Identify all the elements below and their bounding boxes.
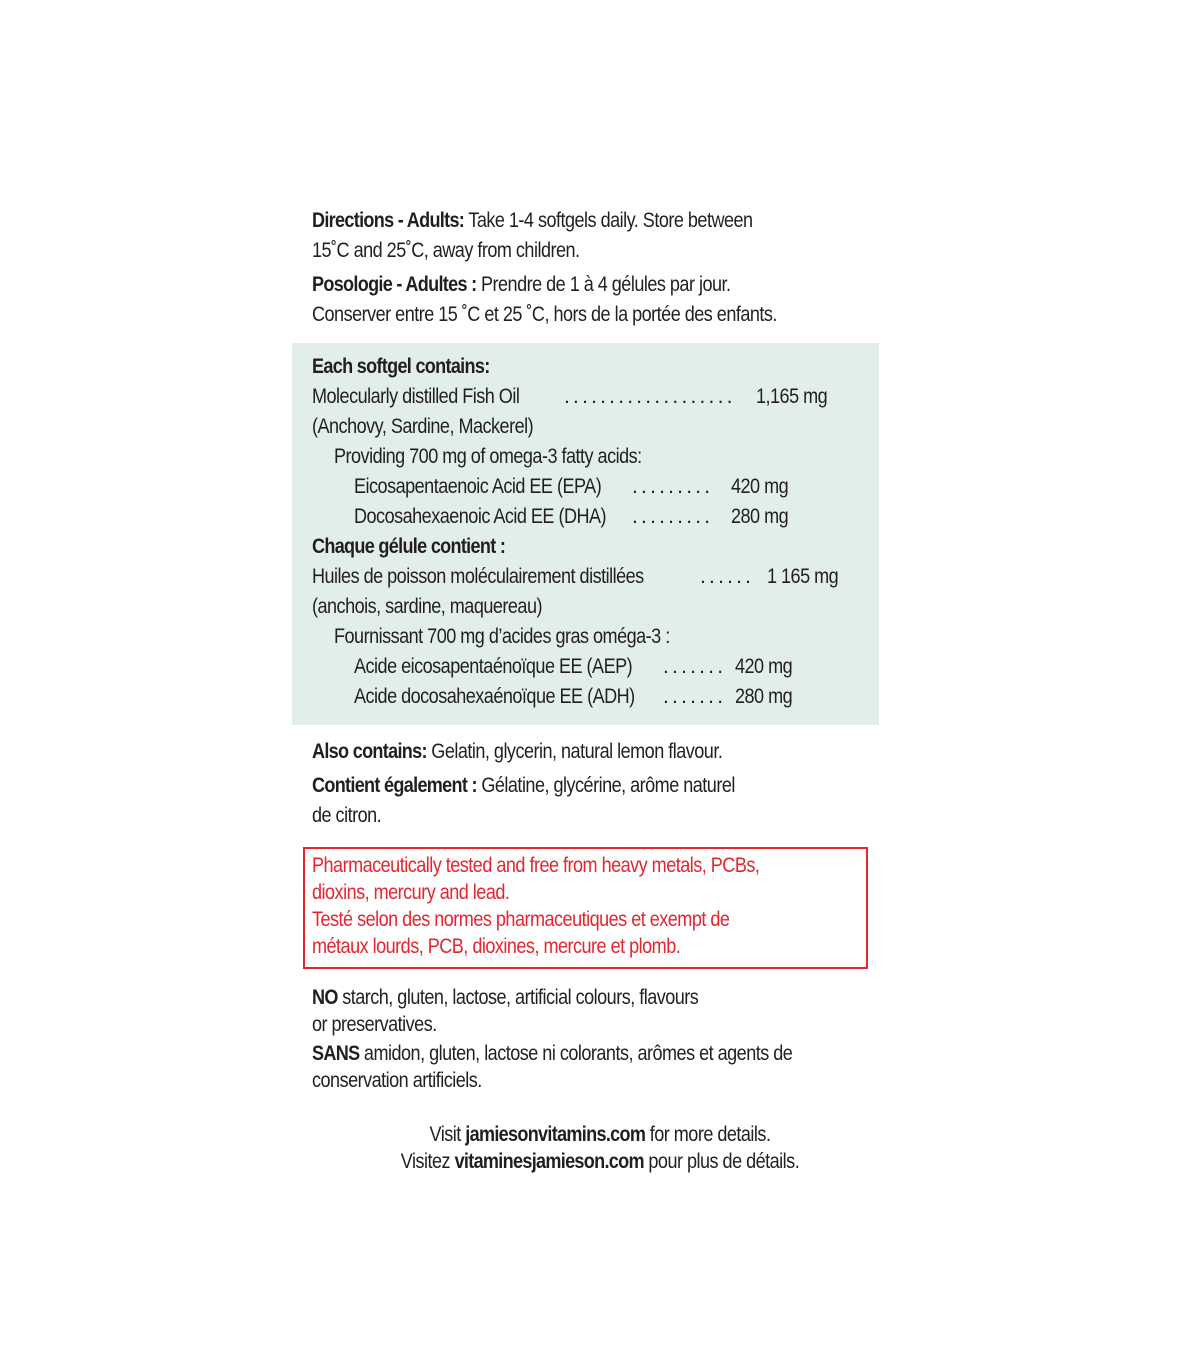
directions-en-line2: 15˚C and 25˚C, away from children. <box>312 239 580 262</box>
ingredient-row-aep: Acide eicosapentaénoïque EE (AEP) ....... 420 mg <box>354 655 793 678</box>
website-link-fr[interactable]: vitaminesjamieson.com <box>454 1150 645 1173</box>
purity-en-line1: Pharmaceutically tested and free from heavy metals, PCBs, <box>312 854 760 877</box>
omega3-providing-fr: Fournissant 700 mg d’acides gras oméga-3 : <box>334 625 670 648</box>
directions-section <box>312 206 872 330</box>
free-from-en-line1: NO starch, gluten, lactose, artificial colours, flavours <box>312 986 699 1009</box>
also-contains-fr-label: Contient également : <box>312 774 477 797</box>
directions-en-line1: Directions - Adults: Take 1-4 softgels daily. Store between <box>312 209 753 232</box>
fish-sources-fr: (anchois, sardine, maquereau) <box>312 595 542 618</box>
free-from-fr-line2: conservation artificiels. <box>312 1069 482 1092</box>
also-contains-fr-line1: Contient également : Gélatine, glycérine, arôme naturel <box>312 774 735 797</box>
ingredient-row-fish-oil-en: Molecularly distilled Fish Oil ................... 1,165 mg <box>312 385 828 408</box>
free-from-en-line2: or preservatives. <box>312 1013 437 1036</box>
also-contains-fr-line2: de citron. <box>312 804 382 827</box>
visit-website-section <box>250 1121 950 1175</box>
free-from-en-label: NO <box>312 986 338 1009</box>
purity-fr-line2: métaux lourds, PCB, dioxines, mercure et plomb. <box>312 935 681 958</box>
free-from-section <box>312 984 872 1094</box>
ingredient-row-adh: Acide docosahexaénoïque EE (ADH) ....... 280 mg <box>354 685 793 708</box>
ingredient-row-epa: Eicosapentaenoic Acid EE (EPA) ......... 420 mg <box>354 475 789 498</box>
also-contains-en-label: Also contains: <box>312 740 427 763</box>
website-link-en[interactable]: jamiesonvitamins.com <box>465 1123 646 1146</box>
also-contains-en: Also contains: Gelatin, glycerin, natural lemon flavour. <box>312 740 723 763</box>
ingredient-row-fish-oil-fr: Huiles de poisson moléculairement distillées ...... 1 165 mg <box>312 565 839 588</box>
directions-fr-line2: Conserver entre 15 ˚C et 25 ˚C, hors de la portée des enfants. <box>312 303 777 326</box>
free-from-fr-label: SANS <box>312 1042 360 1065</box>
ingredients-fr-heading: Chaque gélule contient : <box>312 535 506 558</box>
directions-fr-line1: Posologie - Adultes : Prendre de 1 à 4 gélules par jour. <box>312 273 731 296</box>
visit-en: Visit jamiesonvitamins.com for more details. <box>429 1123 771 1146</box>
directions-en-label: Directions - Adults: <box>312 209 465 232</box>
omega3-providing-en: Providing 700 mg of omega-3 fatty acids: <box>334 445 642 468</box>
purity-en-line2: dioxins, mercury and lead. <box>312 881 510 904</box>
ingredients-en-heading: Each softgel contains: <box>312 355 490 378</box>
visit-fr: Visitez vitaminesjamieson.com pour plus de détails. <box>401 1150 800 1173</box>
fish-sources-en: (Anchovy, Sardine, Mackerel) <box>312 415 534 438</box>
directions-fr-label: Posologie - Adultes : <box>312 273 477 296</box>
purity-fr-line1: Testé selon des normes pharmaceutiques et exempt de <box>312 908 730 931</box>
free-from-fr-line1: SANS amidon, gluten, lactose ni colorants, arômes et agents de <box>312 1042 793 1065</box>
purity-statement <box>312 852 872 960</box>
non-medicinal-ingredients <box>312 737 872 831</box>
medicinal-ingredients <box>312 352 872 712</box>
ingredient-row-dha: Docosahexaenoic Acid EE (DHA) ......... 280 mg <box>354 505 789 528</box>
